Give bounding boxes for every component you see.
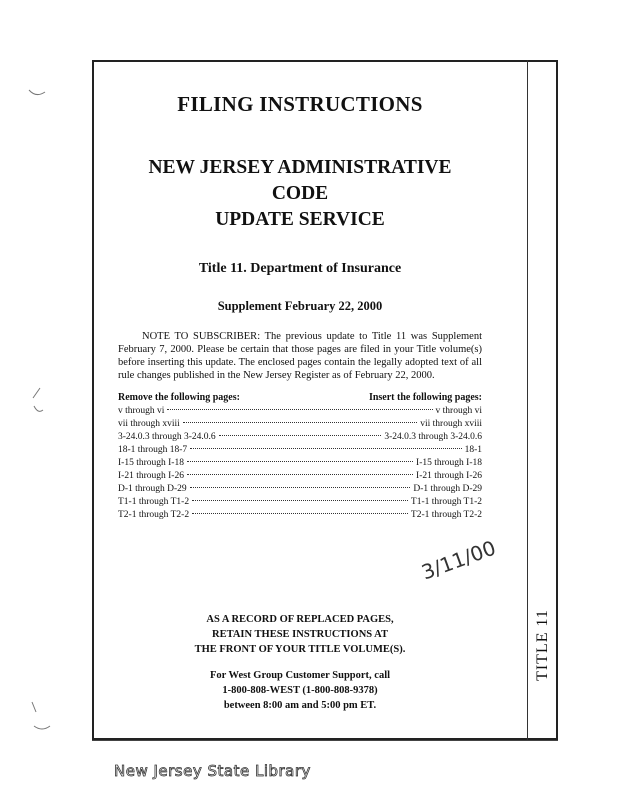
remove-pages: vii through xviii: [118, 419, 180, 429]
record-line1: AS A RECORD OF REPLACED PAGES,: [206, 614, 394, 625]
insert-pages-header: Insert the following pages:: [368, 392, 482, 403]
remove-pages-header: Remove the following pages:: [118, 392, 240, 403]
insert-pages: 18-1: [464, 445, 482, 455]
code-title-line2: UPDATE SERVICE: [215, 209, 385, 230]
scan-mark-bottom: [30, 700, 52, 734]
remove-pages: T1-1 through T1-2: [118, 497, 190, 507]
leader-dots: [167, 409, 432, 410]
support-phone: 1-800-808-WEST (1-800-808-9378): [222, 685, 378, 696]
code-title: [118, 155, 482, 233]
pages-list: [118, 405, 482, 522]
page-row: [118, 496, 482, 509]
remove-pages: 18-1 through 18-7: [118, 445, 188, 455]
record-line3: THE FRONT OF YOUR TITLE VOLUME(S).: [194, 644, 406, 655]
leader-dots: [187, 474, 413, 475]
remove-pages: v through vi: [118, 406, 165, 416]
scan-mark-middle: [30, 386, 44, 416]
page-row: [118, 431, 482, 444]
customer-support: [180, 668, 420, 713]
insert-pages: 3-24.0.3 through 3-24.0.6: [384, 432, 482, 442]
title-tab: [527, 560, 558, 730]
insert-pages: I-21 through I-26: [416, 471, 482, 481]
scan-mark-top: [28, 88, 46, 100]
leader-dots: [192, 500, 408, 501]
remove-pages: 3-24.0.3 through 3-24.0.6: [118, 432, 216, 442]
leader-dots: [183, 422, 418, 423]
page-row: [118, 405, 482, 418]
supplement-date: Supplement February 22, 2000: [217, 299, 383, 313]
leader-dots: [192, 513, 408, 514]
insert-pages: T2-1 through T2-2: [410, 510, 482, 520]
insert-pages: I-15 through I-18: [416, 458, 482, 468]
remove-pages: I-15 through I-18: [118, 458, 184, 468]
support-hours: between 8:00 am and 5:00 pm ET.: [223, 700, 377, 711]
page-row: [118, 457, 482, 470]
subscriber-note: NOTE TO SUBSCRIBER: The previous update to Title 11 was Supplement February 7, 2000. Please be certain that those pages are filed in your Title volume(s) before inserting this update. The enclosed pages contain the legally adopted text of all rule changes published in the New Jersey Register as of February 22, 2000.: [118, 331, 482, 381]
page-row: [118, 418, 482, 431]
insert-pages: D-1 through D-29: [413, 484, 482, 494]
insert-pages: vii through xviii: [420, 419, 482, 429]
remove-pages: I-21 through I-26: [118, 471, 184, 481]
code-title-line1: NEW JERSEY ADMINISTRATIVE CODE: [148, 157, 452, 204]
page-row: [118, 444, 482, 457]
remove-pages: D-1 through D-29: [118, 484, 187, 494]
title-tab-label: TITLE 11: [533, 609, 551, 681]
leader-dots: [219, 435, 382, 436]
record-notice: [180, 612, 420, 657]
library-stamp: New Jersey State Library: [114, 762, 311, 780]
page-row: [118, 470, 482, 483]
filing-instructions-heading: FILING INSTRUCTIONS: [177, 92, 423, 116]
title-line: Title 11. Department of Insurance: [198, 261, 402, 276]
document-body: [118, 92, 482, 522]
insert-pages: v through vi: [435, 406, 482, 416]
leader-dots: [187, 461, 413, 462]
page-frame-bottom-rule: [92, 740, 558, 744]
support-line1: For West Group Customer Support, call: [209, 670, 391, 681]
insert-pages: T1-1 through T1-2: [410, 497, 482, 507]
pages-header: [118, 392, 482, 403]
page-row: [118, 509, 482, 522]
page-row: [118, 483, 482, 496]
remove-pages: T2-1 through T2-2: [118, 510, 190, 520]
handwritten-date: 3/11/00: [418, 535, 499, 585]
record-line2: RETAIN THESE INSTRUCTIONS AT: [212, 629, 388, 640]
leader-dots: [190, 448, 461, 449]
leader-dots: [190, 487, 411, 488]
